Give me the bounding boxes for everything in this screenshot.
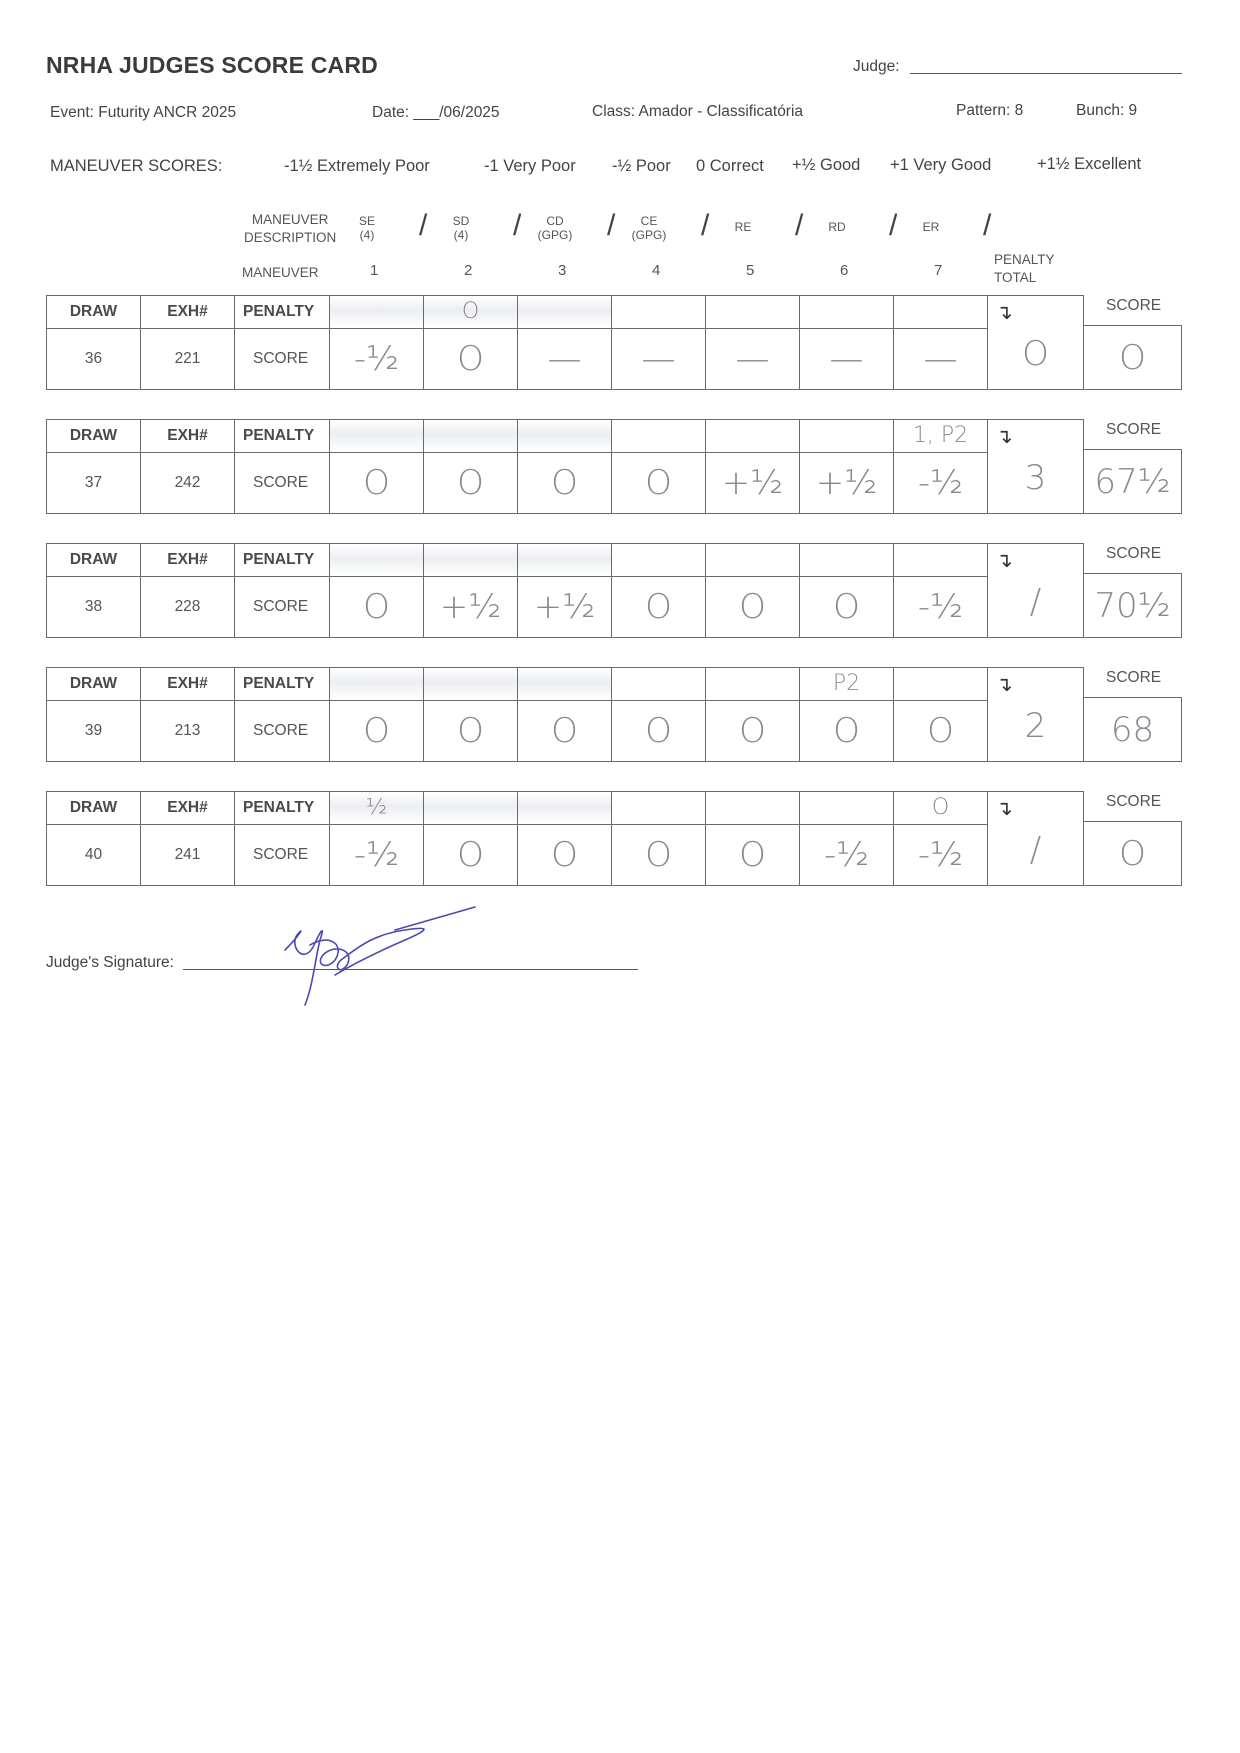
- judge-signature: [275, 905, 485, 1010]
- scale-item: +1 Very Good: [890, 156, 992, 174]
- exh-header: EXH#: [140, 667, 235, 701]
- penalty-total-value: /: [1029, 581, 1042, 622]
- penalty-cell-5[interactable]: [705, 791, 800, 825]
- final-score-cell[interactable]: O: [1083, 821, 1182, 886]
- penalty-cell-1[interactable]: [329, 295, 424, 329]
- penalty-label: PENALTY: [234, 667, 330, 701]
- penalty-cell-2[interactable]: [423, 419, 518, 453]
- penalty-total-cell[interactable]: [987, 667, 1084, 762]
- score-cell-5[interactable]: O: [705, 824, 800, 886]
- maneuver-code-3: CD (GPG): [537, 214, 573, 242]
- maneuver-description-label: MANEUVER DESCRIPTION: [244, 212, 337, 245]
- score-cell-6[interactable]: -½: [799, 824, 894, 886]
- score-cell-2[interactable]: O: [423, 824, 518, 886]
- judge-label: Judge:: [853, 58, 900, 75]
- exh-number: 221: [140, 328, 235, 390]
- maneuver-number-5: 5: [746, 262, 755, 279]
- judge-name-line: [910, 60, 1182, 74]
- score-cell-7[interactable]: -½: [893, 452, 988, 514]
- score-block: [46, 791, 1182, 887]
- final-score-cell[interactable]: O: [1083, 325, 1182, 390]
- maneuver-divider-slash: /: [419, 209, 428, 242]
- penalty-total-cell[interactable]: [987, 791, 1084, 886]
- penalty-cell-5[interactable]: [705, 295, 800, 329]
- final-score-cell[interactable]: 67½: [1083, 449, 1182, 514]
- penalty-cell-2[interactable]: [423, 667, 518, 701]
- score-cell-5[interactable]: O: [705, 700, 800, 762]
- penalty-cell-1[interactable]: [329, 667, 424, 701]
- penalty-total-label: PENALTY TOTAL: [994, 252, 1055, 285]
- maneuver-divider-slash: /: [513, 209, 522, 242]
- maneuver-number-2: 2: [464, 262, 473, 279]
- penalty-cell-3[interactable]: [517, 543, 612, 577]
- final-score-header: SCORE: [1106, 793, 1162, 810]
- event-text: Event: Futurity ANCR 2025: [50, 104, 237, 121]
- score-cell-2[interactable]: +½: [423, 576, 518, 638]
- turn-down-arrow-icon: ↴: [996, 302, 1013, 324]
- bunch-text: Bunch: 9: [1076, 102, 1138, 119]
- penalty-cell-6[interactable]: P2: [799, 667, 894, 701]
- score-cell-4[interactable]: O: [611, 700, 706, 762]
- maneuver-number-1: 1: [370, 262, 379, 279]
- penalty-cell-7[interactable]: 1, P2: [893, 419, 988, 453]
- penalty-label: PENALTY: [234, 791, 330, 825]
- score-cell-1[interactable]: O: [329, 452, 424, 514]
- score-cell-2[interactable]: O: [423, 452, 518, 514]
- maneuver-code-6: RD: [828, 220, 846, 234]
- turn-down-arrow-icon: ↴: [996, 426, 1013, 448]
- draw-header: DRAW: [46, 419, 141, 453]
- scale-item: -½ Poor: [612, 157, 671, 175]
- penalty-cell-4[interactable]: [611, 419, 706, 453]
- draw-header: DRAW: [46, 791, 141, 825]
- turn-down-arrow-icon: ↴: [996, 674, 1013, 696]
- penalty-cell-3[interactable]: [517, 419, 612, 453]
- page-title: NRHA JUDGES SCORE CARD: [46, 52, 378, 78]
- penalty-cell-6[interactable]: [799, 543, 894, 577]
- penalty-label: PENALTY: [234, 543, 330, 577]
- draw-header: DRAW: [46, 667, 141, 701]
- penalty-cell-7[interactable]: [893, 667, 988, 701]
- turn-down-arrow-icon: ↴: [996, 550, 1013, 572]
- draw-header: DRAW: [46, 543, 141, 577]
- score-cell-3[interactable]: O: [517, 700, 612, 762]
- exh-number: 242: [140, 452, 235, 514]
- draw-number: 37: [46, 452, 141, 514]
- scale-item: 0 Correct: [696, 157, 764, 175]
- score-cell-4[interactable]: O: [611, 576, 706, 638]
- penalty-cell-6[interactable]: [799, 791, 894, 825]
- final-score-header: SCORE: [1106, 669, 1162, 686]
- maneuver-scores-label: MANEUVER SCORES:: [50, 157, 223, 175]
- score-cell-6[interactable]: O: [799, 576, 894, 638]
- score-label: SCORE: [234, 328, 330, 390]
- penalty-cell-1[interactable]: ½: [329, 791, 424, 825]
- penalty-cell-4[interactable]: [611, 667, 706, 701]
- penalty-cell-2[interactable]: [423, 791, 518, 825]
- penalty-total-value: 3: [1024, 457, 1047, 498]
- draw-number: 36: [46, 328, 141, 390]
- score-cell-4[interactable]: O: [611, 824, 706, 886]
- penalty-cell-3[interactable]: [517, 667, 612, 701]
- draw-number: 38: [46, 576, 141, 638]
- exh-header: EXH#: [140, 543, 235, 577]
- penalty-cell-7[interactable]: [893, 543, 988, 577]
- score-cell-5[interactable]: O: [705, 576, 800, 638]
- draw-number: 40: [46, 824, 141, 886]
- maneuver-divider-slash: /: [795, 209, 804, 242]
- score-cell-2[interactable]: O: [423, 700, 518, 762]
- penalty-total-cell[interactable]: [987, 295, 1084, 390]
- score-cell-4[interactable]: —: [611, 328, 706, 390]
- scale-item: +1½ Excellent: [1037, 155, 1142, 173]
- score-cell-7[interactable]: O: [893, 700, 988, 762]
- maneuver-number-6: 6: [840, 262, 849, 279]
- score-cell-1[interactable]: -½: [329, 328, 424, 390]
- penalty-cell-7[interactable]: [893, 295, 988, 329]
- penalty-total-cell[interactable]: [987, 419, 1084, 514]
- draw-number: 39: [46, 700, 141, 762]
- penalty-cell-3[interactable]: [517, 295, 612, 329]
- maneuver-number-7: 7: [934, 262, 943, 279]
- final-score-header: SCORE: [1106, 421, 1162, 438]
- pattern-text: Pattern: 8: [956, 102, 1024, 119]
- penalty-cell-2[interactable]: [423, 543, 518, 577]
- maneuver-divider-slash: /: [607, 209, 616, 242]
- exh-header: EXH#: [140, 295, 235, 329]
- penalty-cell-6[interactable]: [799, 295, 894, 329]
- score-label: SCORE: [234, 700, 330, 762]
- penalty-total-value: O: [1022, 333, 1049, 374]
- score-cell-1[interactable]: -½: [329, 824, 424, 886]
- maneuver-code-5: RE: [734, 220, 752, 234]
- score-cell-1[interactable]: O: [329, 576, 424, 638]
- penalty-cell-2[interactable]: O: [423, 295, 518, 329]
- final-score-header: SCORE: [1106, 297, 1162, 314]
- score-cell-3[interactable]: +½: [517, 576, 612, 638]
- scale-item: +½ Good: [792, 156, 861, 174]
- final-score-header: SCORE: [1106, 545, 1162, 562]
- exh-header: EXH#: [140, 791, 235, 825]
- exh-number: 241: [140, 824, 235, 886]
- score-block: [46, 295, 1182, 391]
- penalty-cell-4[interactable]: [611, 791, 706, 825]
- penalty-cell-5[interactable]: [705, 419, 800, 453]
- penalty-total-value: /: [1029, 829, 1042, 870]
- score-cell-3[interactable]: O: [517, 452, 612, 514]
- maneuver-code-1: SE (4): [358, 214, 375, 242]
- score-cell-1[interactable]: O: [329, 700, 424, 762]
- score-cell-7[interactable]: -½: [893, 576, 988, 638]
- maneuver-code-4: CE (GPG): [631, 214, 667, 242]
- penalty-cell-5[interactable]: [705, 543, 800, 577]
- scale-item: -1½ Extremely Poor: [284, 157, 430, 175]
- exh-number: 213: [140, 700, 235, 762]
- score-cell-7[interactable]: —: [893, 328, 988, 390]
- exh-number: 228: [140, 576, 235, 638]
- exh-header: EXH#: [140, 419, 235, 453]
- score-block: [46, 419, 1182, 515]
- penalty-label: PENALTY: [234, 295, 330, 329]
- score-block: [46, 543, 1182, 639]
- scale-item: -1 Very Poor: [484, 157, 576, 175]
- maneuver-code-7: ER: [922, 220, 940, 234]
- score-cell-5[interactable]: —: [705, 328, 800, 390]
- penalty-cell-1[interactable]: [329, 419, 424, 453]
- penalty-cell-7[interactable]: O: [893, 791, 988, 825]
- date-text: Date: ___/06/2025: [372, 104, 500, 121]
- score-cell-4[interactable]: O: [611, 452, 706, 514]
- penalty-cell-4[interactable]: [611, 543, 706, 577]
- score-label: SCORE: [234, 576, 330, 638]
- draw-header: DRAW: [46, 295, 141, 329]
- score-cell-5[interactable]: +½: [705, 452, 800, 514]
- score-cell-3[interactable]: O: [517, 824, 612, 886]
- score-cell-7[interactable]: -½: [893, 824, 988, 886]
- maneuver-divider-slash: /: [889, 209, 898, 242]
- penalty-cell-1[interactable]: [329, 543, 424, 577]
- score-block: [46, 667, 1182, 763]
- maneuver-code-2: SD (4): [452, 214, 470, 242]
- penalty-total-cell[interactable]: [987, 543, 1084, 638]
- score-cell-6[interactable]: —: [799, 328, 894, 390]
- penalty-cell-5[interactable]: [705, 667, 800, 701]
- final-score-cell[interactable]: 70½: [1083, 573, 1182, 638]
- penalty-label: PENALTY: [234, 419, 330, 453]
- maneuver-number-3: 3: [558, 262, 567, 279]
- score-cell-6[interactable]: O: [799, 700, 894, 762]
- final-score-cell[interactable]: 68: [1083, 697, 1182, 762]
- score-label: SCORE: [234, 452, 330, 514]
- maneuver-divider-slash: /: [701, 209, 710, 242]
- penalty-cell-4[interactable]: [611, 295, 706, 329]
- score-label: SCORE: [234, 824, 330, 886]
- score-cell-6[interactable]: +½: [799, 452, 894, 514]
- penalty-cell-6[interactable]: [799, 419, 894, 453]
- penalty-cell-3[interactable]: [517, 791, 612, 825]
- score-cell-2[interactable]: O: [423, 328, 518, 390]
- turn-down-arrow-icon: ↴: [996, 798, 1013, 820]
- signature-label: Judge's Signature:: [46, 954, 174, 971]
- maneuver-number-4: 4: [652, 262, 661, 279]
- class-text: Class: Amador - Classificatória: [592, 103, 804, 120]
- maneuver-row-label: MANEUVER: [242, 265, 319, 280]
- penalty-total-value: 2: [1024, 705, 1047, 746]
- score-cell-3[interactable]: —: [517, 328, 612, 390]
- maneuver-divider-slash: /: [983, 209, 992, 242]
